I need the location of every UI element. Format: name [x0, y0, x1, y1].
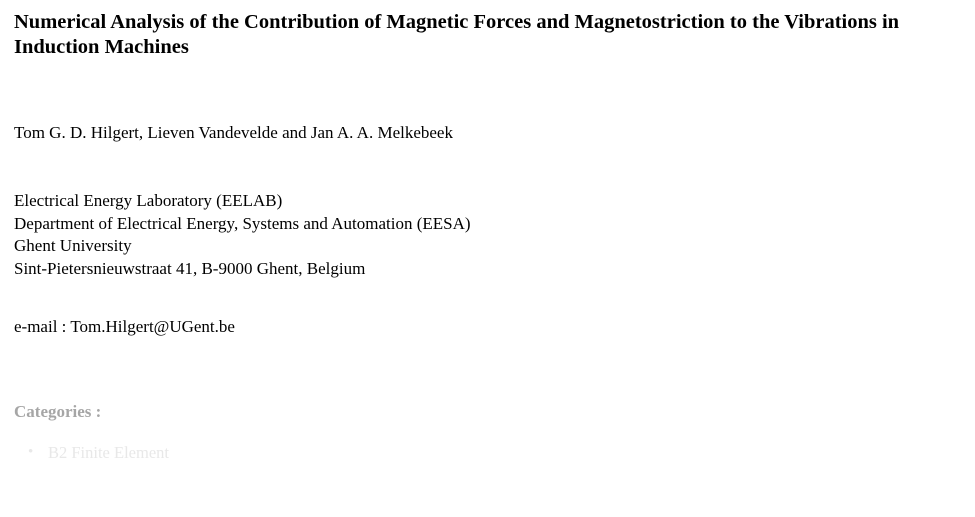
affiliation-block	[14, 190, 961, 280]
affiliation-line-1: Electrical Energy Laboratory (EELAB)	[14, 191, 283, 210]
affiliation-line-2: Department of Electrical Energy, Systems and Automation (EESA)	[14, 213, 471, 233]
affiliation-line-3: Ghent University	[14, 236, 132, 255]
list-item: • B2 Finite Element	[14, 442, 961, 464]
categories-heading: Categories :	[14, 402, 102, 421]
page-title: Numerical Analysis of the Contribution of Magnetic Forces and Magnetostriction to the Vibrations in Induction Machines	[14, 11, 900, 58]
categories-list	[14, 442, 961, 464]
affiliation-line-4: Sint-Pietersnieuwstraat 41, B-9000 Ghent, Belgium	[14, 258, 366, 278]
author-list: Tom G. D. Hilgert, Lieven Vandevelde and Jan A. A. Melkebeek	[14, 123, 453, 142]
contact-email: e-mail : Tom.Hilgert@UGent.be	[14, 317, 235, 336]
